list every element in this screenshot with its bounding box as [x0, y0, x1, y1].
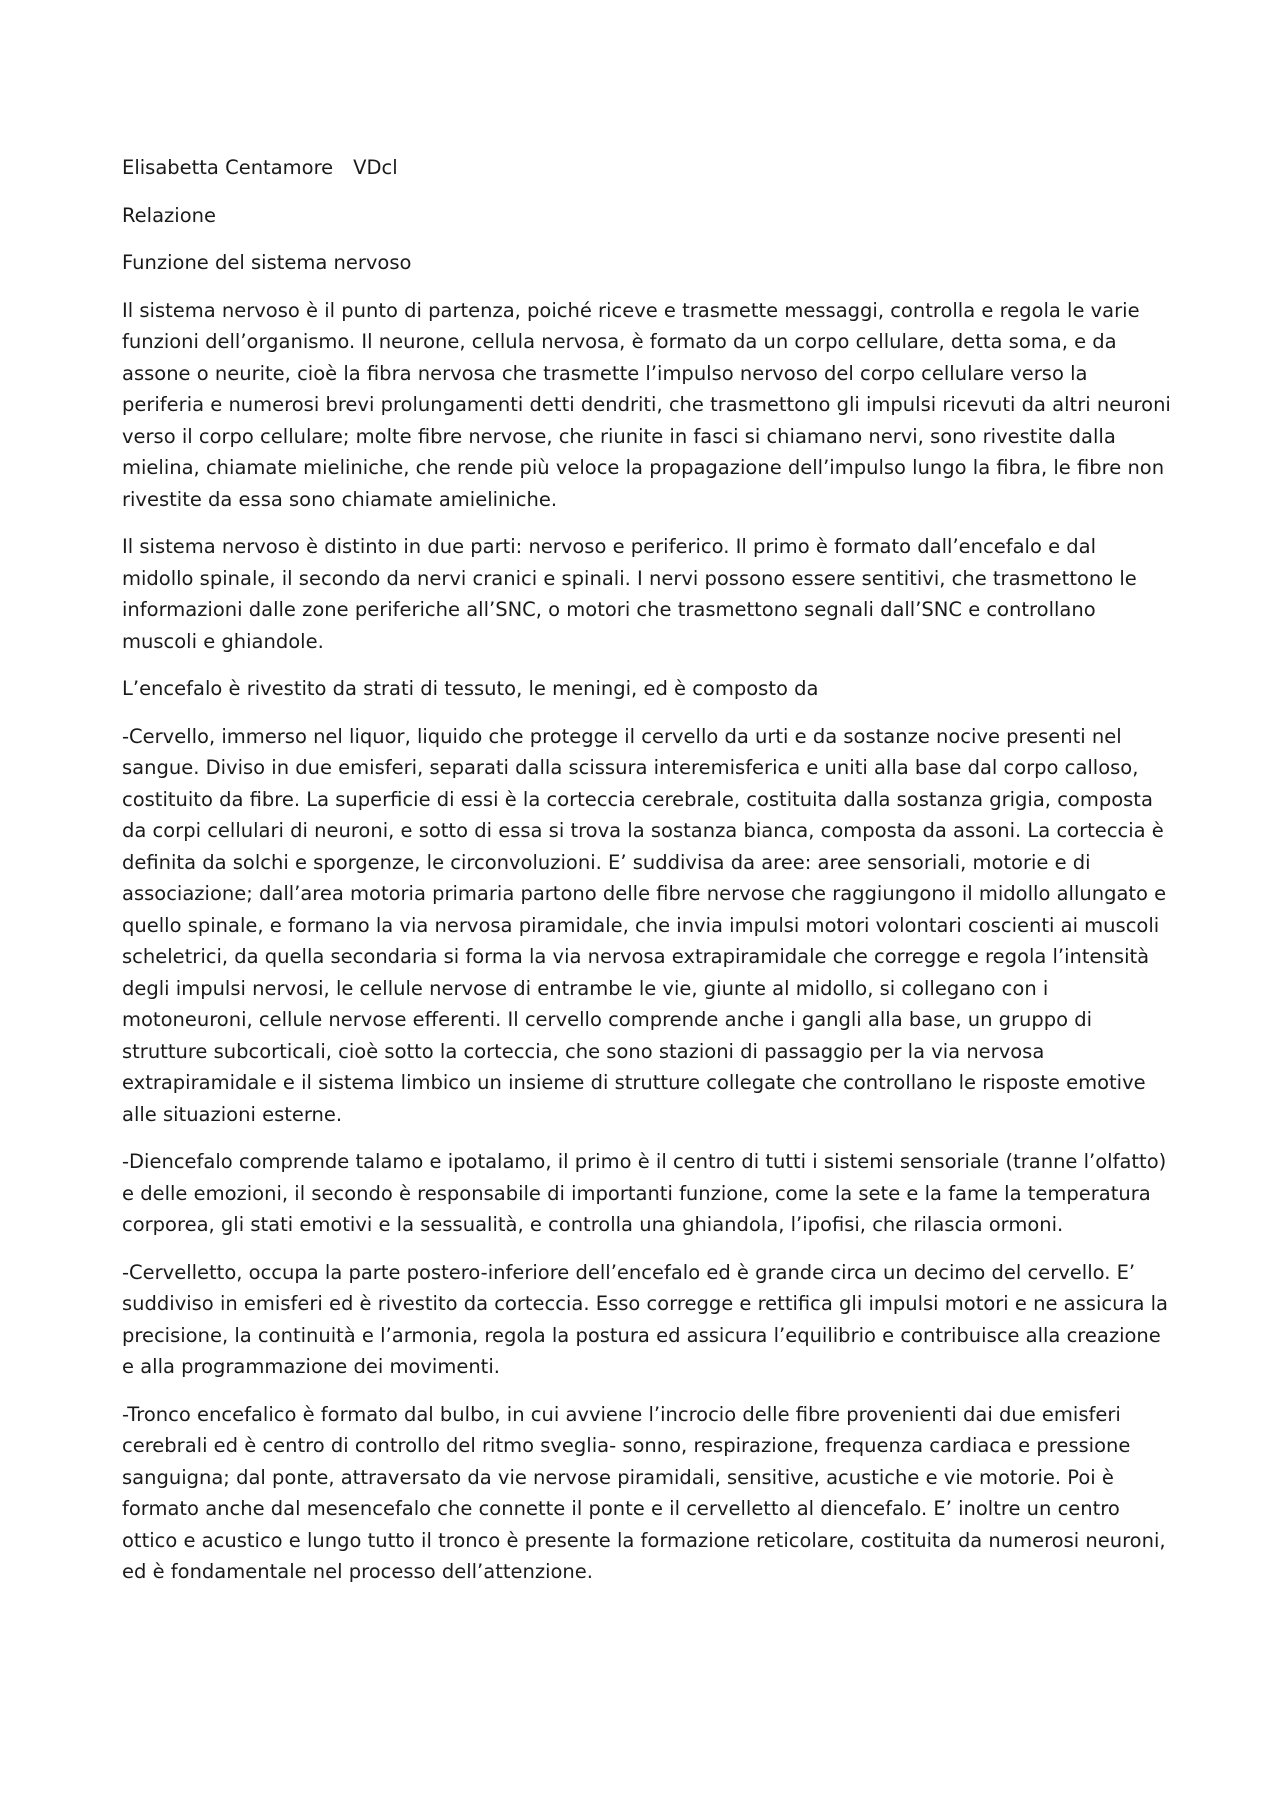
paragraph-intro: Il sistema nervoso è il punto di partenza, poiché riceve e trasmette messaggi, controlla e regola le varie funzioni dell’organismo. Il neurone, cellula nervosa, è formato da un corpo cellulare, detta soma, e da assone o neurite, cioè la fibra nervosa che trasmette l’impulso nervoso del corpo cellulare verso la periferia e numerosi brevi prolungamenti detti dendriti, che trasmettono gli impulsi ricevuti da altri neuroni verso il corpo cellulare; molte fibre nervose, che riunite in fasci si chiamano nervi, sono rivestite dalla mielina, chiamate mieliniche, che rende più veloce la propagazione dell’impulso lungo la fibra, le fibre non rivestite da essa sono chiamate amieliniche.	[122, 298, 1171, 511]
class-label: VDcl	[353, 156, 398, 179]
paragraph-divisions: Il sistema nervoso è distinto in due parti: nervoso e periferico. Il primo è formato dall’encefalo e dal midollo spinale, il secondo da nervi cranici e spinali. I nervi possono essere sentitivi, che trasmettono le informazioni dalle zone periferiche all’SNC, o motori che trasmettono segnali dall’SNC e controllano muscoli e ghiandole.	[122, 535, 1137, 653]
document-page	[122, 152, 1172, 1604]
document-type: Relazione	[122, 203, 216, 227]
paragraph-cervello: -Cervello, immerso nel liquor, liquido che protegge il cervello da urti e da sostanze nocive presenti nel sangue. Diviso in due emisferi, separati dalla scissura interemisferica e uniti alla base dal corpo calloso, costituito da fibre. La superficie di essi è la corteccia cerebrale, costituita dalla sostanza grigia, composta da corpi cellulari di neuroni, e sotto di essa si trova la sostanza bianca, composta da assoni. La corteccia è definita da solchi e sporgenze, le circonvoluzioni. E’ suddivisa da aree: aree sensoriali, motorie e di associazione; dall’area motoria primaria partono delle fibre nervose che raggiungono il midollo allungato e quello spinale, e formano la via nervosa piramidale, che invia impulsi motori volontari coscienti ai muscoli scheletrici, da quella secondaria si forma la via nervosa extrapiramidale che corregge e regola l’intensità degli impulsi nervosi, le cellule nervose di entrambe le vie, giunte al midollo, si collegano con i motoneuroni, cellule nervose efferenti. Il cervello comprende anche i gangli alla base, un gruppo di strutture subcorticali, cioè sotto la corteccia, che sono stazioni di passaggio per la via nervosa extrapiramidale e il sistema limbico un insieme di strutture collegate che controllano le risposte emotive alle situazioni esterne.	[122, 724, 1167, 1126]
author-line	[122, 152, 1172, 184]
author-name: Elisabetta Centamore	[122, 156, 334, 179]
paragraph-encefalo: L’encefalo è rivestito da strati di tessuto, le meningi, ed è composto da	[122, 677, 819, 700]
document-title: Funzione del sistema nervoso	[122, 251, 412, 274]
paragraph-cervelletto: -Cervelletto, occupa la parte postero-inferiore dell’encefalo ed è grande circa un decimo del cervello. E’ suddiviso in emisferi ed è rivestito da corteccia. Esso corregge e rettifica gli impulsi motori e ne assicura la precisione, la continuità e l’armonia, regola la postura ed assicura l’equilibrio e contribuisce alla creazione e alla programmazione dei movimenti.	[122, 1260, 1168, 1378]
paragraph-diencefalo: -Diencefalo comprende talamo e ipotalamo, il primo è il centro di tutti i sistemi sensoriale (tranne l’olfatto) e delle emozioni, il secondo è responsabile di importanti funzione, come la sete e la fame la temperatura corporea, gli stati emotivi e la sessualità, e controlla una ghiandola, l’ipofisi, che rilascia ormoni.	[122, 1150, 1167, 1236]
paragraph-tronco-encefalico: -Tronco encefalico è formato dal bulbo, in cui avviene l’incrocio delle fibre provenienti dai due emisferi cerebrali ed è centro di controllo del ritmo sveglia- sonno, respirazione, frequenza cardiaca e pressione sanguigna; dal ponte, attraversato da vie nervose piramidali, sensitive, acustiche e vie motorie. Poi è formato anche dal mesencefalo che connette il ponte e il cervelletto al diencefalo. E’ inoltre un centro ottico e acustico e lungo tutto il tronco è presente la formazione reticolare, costituita da numerosi neuroni, ed è fondamentale nel processo dell’attenzione.	[122, 1402, 1166, 1583]
